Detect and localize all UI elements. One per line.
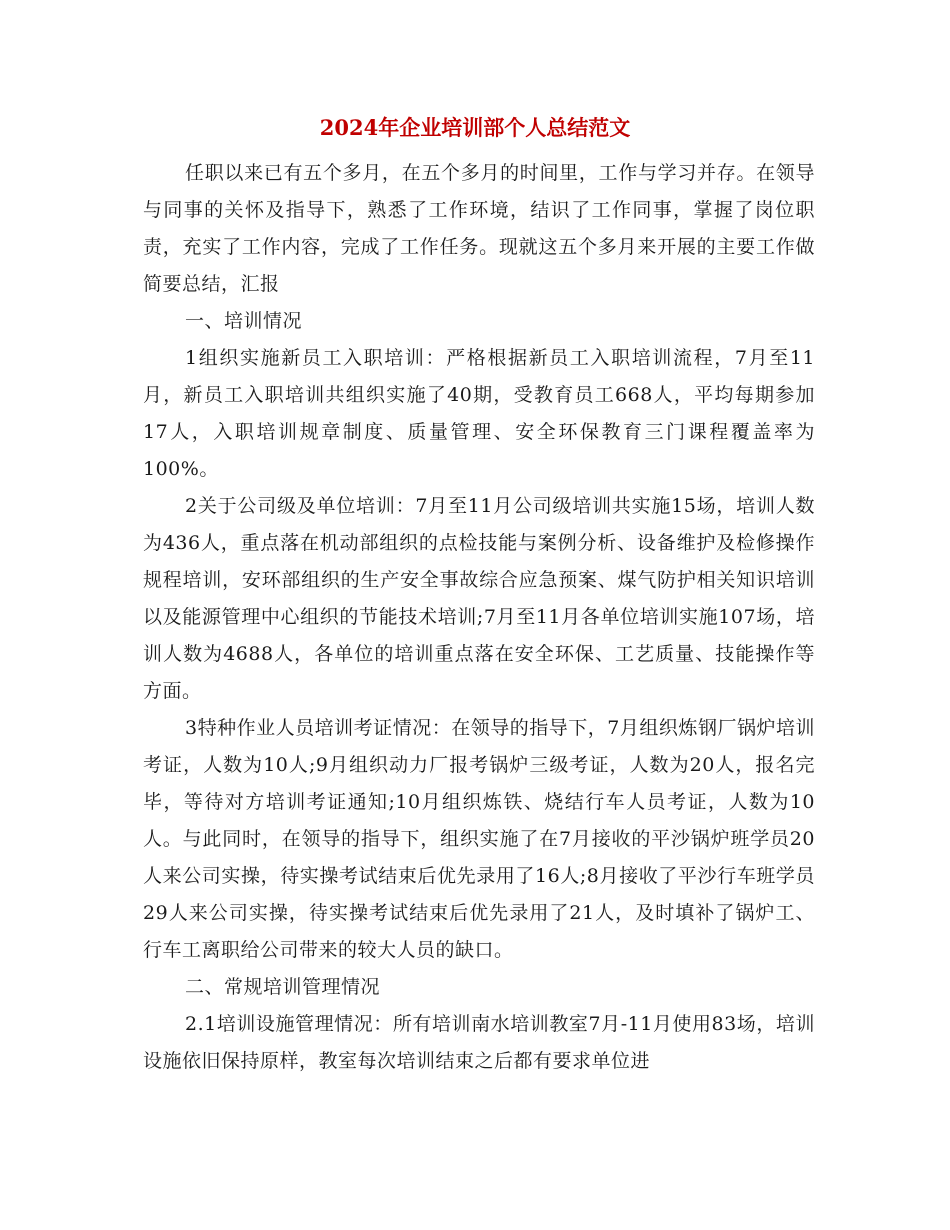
- paragraph-new-employee-training: 1组织实施新员工入职培训：严格根据新员工入职培训流程，7月至11月，新员工入职培训共组织实施了40期，受教育员工668人，平均每期参加17人，入职培训规章制度、质量管理、安全环保教育三门课程覆盖率为100%。: [143, 347, 815, 480]
- paragraph-company-unit-training: 2关于公司级及单位培训：7月至11月公司级培训共实施15场，培训人数为436人，重点落在机动部组织的点检技能与案例分析、设备维护及检修操作规程培训，安环部组织的生产安全事故综合应急预案、煤气防护相关知识培训以及能源管理中心组织的节能技术培训;7月至11月各单位培训实施107场，培训人数为4688人，各单位的培训重点落在安全环保、工艺质量、技能操作等方面。: [143, 495, 815, 702]
- paragraph-intro: 任职以来已有五个多月，在五个多月的时间里，工作与学习并存。在领导与同事的关怀及指导下，熟悉了工作环境，结识了工作同事，掌握了岗位职责，充实了工作内容，完成了工作任务。现就这五个多月来开展的主要工作做简要总结，汇报: [143, 162, 815, 295]
- heading-training-status: 一、培训情况: [185, 310, 303, 332]
- document-title: 2024年企业培训部个人总结范文: [319, 115, 631, 140]
- heading-routine-training-management: 二、常规培训管理情况: [185, 976, 381, 998]
- paragraph-special-operation-certification: 3特种作业人员培训考证情况：在领导的指导下，7月组织炼钢厂锅炉培训考证，人数为10人;9月组织动力厂报考锅炉三级考证，人数为20人，报名完毕，等待对方培训考证通知;10月组织炼铁、烧结行车人员考证，人数为10人。与此同时，在领导的指导下，组织实施了在7月接收的平沙锅炉班学员20人来公司实操，待实操考试结束后优先录用了16人;8月接收了平沙行车班学员29人来公司实操，待实操考试结束后优先录用了21人，及时填补了锅炉工、行车工离职给公司带来的较大人员的缺口。: [143, 717, 815, 961]
- paragraph-facility-management: 2.1培训设施管理情况：所有培训南水培训教室7月-11月使用83场，培训设施依旧保持原样，教室每次培训结束之后都有要求单位进: [143, 1013, 815, 1072]
- document-body: [143, 155, 815, 1080]
